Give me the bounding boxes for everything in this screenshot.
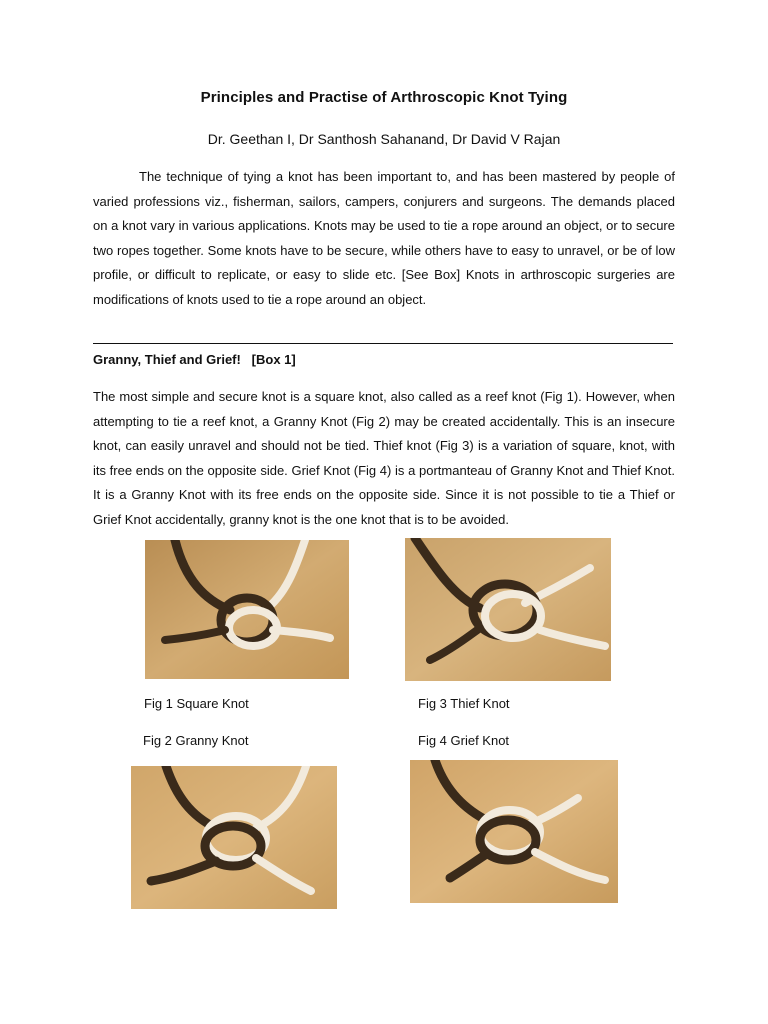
grief-knot-illustration — [410, 760, 618, 903]
fig4-grief-knot-photo — [410, 760, 618, 903]
box-body-paragraph: The most simple and secure knot is a square knot, also called as a reef knot (Fig 1). However, when attempting to tie a reef knot, a Granny Knot (Fig 2) may be created accidentally. This is an insecure knot, can easily unravel and should not be tied. Thief knot (Fig 3) is a variation of square, knot, with its free ends on the opposite side. Grief Knot (Fig 4) is a portmanteau of Granny Knot and Thief Knot. It is a Granny Knot with its free ends on the opposite side. Since it is not possible to tie a Thief or Grief Knot accidentally, granny knot is the one knot that is to be avoided. — [93, 389, 675, 527]
page-title: Principles and Practise of Arthroscopic Knot Tying — [200, 89, 568, 106]
author-line: Dr. Geethan I, Dr Santhosh Sahanand, Dr David V Rajan — [207, 131, 561, 147]
fig4-caption: Fig 4 Grief Knot — [418, 733, 510, 748]
thief-knot-illustration — [405, 538, 611, 681]
intro-paragraph: The technique of tying a knot has been important to, and has been mastered by people of varied professions viz., fisherman, sailors, campers, conjurers and surgeons. The demands placed on a knot vary in various applications. Knots may be used to tie a rope around an object, or to secure two ropes together. Some knots have to be secure, while others have to easy to unravel, or be of low profile, or difficult to replicate, or easy to slide etc. [See Box] Knots in arthroscopic surgeries are modifications of knots used to tie a rope around an object. — [93, 169, 675, 307]
section-divider — [93, 343, 673, 344]
granny-knot-illustration — [131, 766, 337, 909]
fig2-caption: Fig 2 Granny Knot — [143, 733, 249, 748]
box-heading: Granny, Thief and Grief! [Box 1] — [93, 352, 296, 367]
fig2-granny-knot-photo — [131, 766, 337, 909]
fig3-thief-knot-photo — [405, 538, 611, 681]
square-knot-illustration — [145, 540, 349, 679]
fig3-caption: Fig 3 Thief Knot — [418, 696, 510, 711]
fig1-caption: Fig 1 Square Knot — [144, 696, 249, 711]
fig1-square-knot-photo — [145, 540, 349, 679]
